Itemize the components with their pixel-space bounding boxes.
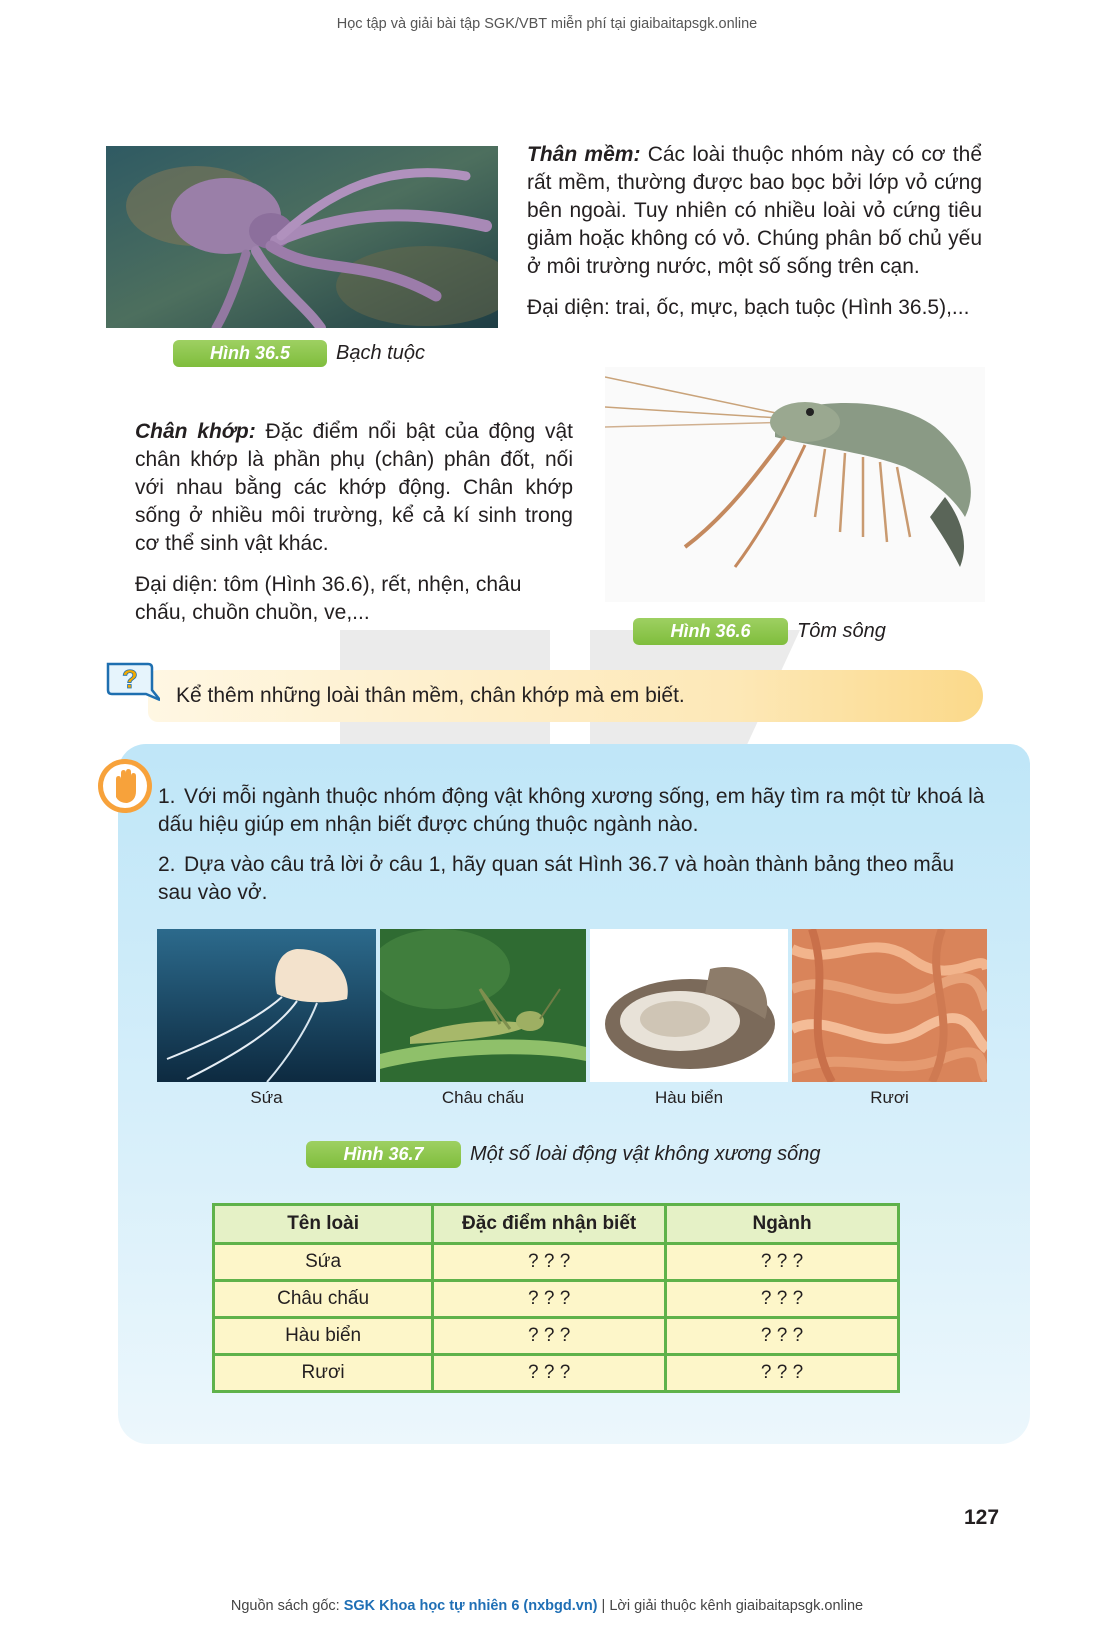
arthropod-paragraph [135,418,573,558]
question-bubble-icon [104,660,160,706]
table-cell: ? ? ? [666,1281,899,1318]
arthropod-text: Đặc điểm nổi bật của động vật chân khớp là phần phụ (chân) phân đốt, nối với nhau bằng các khớp động. Chân khớp sống ở nhiều môi trường, kể cả kí sinh trong cơ thể sinh vật khác. [135,420,573,555]
table-header-features: Đặc điểm nhận biết [433,1205,666,1244]
mollusc-paragraph [527,141,982,281]
oyster-photo [590,929,788,1082]
figure-36-5-caption: Bạch tuộc [336,342,425,364]
table-cell: Hàu biển [214,1318,433,1355]
table-row [214,1244,899,1281]
figure-36-5-badge: Hình 36.5 [173,340,327,367]
mollusc-lead: Thân mềm: [527,143,641,166]
task-1 [158,783,988,839]
table-cell: ? ? ? [433,1244,666,1281]
shrimp-photo [605,367,985,602]
task-1-text: Với mỗi ngành thuộc nhóm động vật không xương sống, em hãy tìm ra một từ khoá là dấu hiệu giúp em nhận biết được chúng thuộc ngành nào. [158,785,985,836]
page-header: Học tập và giải bài tập SGK/VBT miễn phí tại giaibaitapsgk.online [336,16,758,32]
table-header-species: Tên loài [214,1205,433,1244]
gallery-label-oyster: Hàu biển [654,1088,724,1107]
figure-36-6-badge: Hình 36.6 [633,618,788,645]
gallery-label-grasshopper: Châu chấu [441,1088,525,1107]
table-row [214,1281,899,1318]
task-2-number: 2. [158,853,176,876]
figure-36-7-caption: Một số loài động vật không xương sống [470,1143,821,1165]
question-text: Kể thêm những loài thân mềm, chân khớp mà em biết. [176,684,685,707]
mollusc-text: Các loài thuộc nhóm này có cơ thể rất mềm, thường được bao bọc bởi lớp vỏ cứng bên ngoài. Tuy nhiên có nhiều loài vỏ cứng tiêu giảm hoặc không có vỏ. Chúng phân bố chủ yếu ở môi trường nước, một số sống trên cạn. [527,143,982,278]
task-1-number: 1. [158,785,176,808]
table-cell: ? ? ? [433,1355,666,1392]
table-cell: ? ? ? [666,1355,899,1392]
table-header-row [214,1205,899,1244]
task-2 [158,851,988,907]
footer-prefix: Nguồn sách gốc: [230,1598,344,1614]
ragworm-photo [792,929,987,1082]
figure-36-7-badge: Hình 36.7 [306,1141,461,1168]
table-row [214,1318,899,1355]
classification-table [212,1203,900,1393]
task-2-text: Dựa vào câu trả lời ở câu 1, hãy quan sát Hình 36.7 và hoàn thành bảng theo mẫu sau vào vở. [158,853,955,904]
table-cell: ? ? ? [433,1281,666,1318]
table-cell: ? ? ? [666,1244,899,1281]
footer-suffix: | Lời giải thuộc kênh giaibaitapsgk.online [597,1598,864,1614]
page-footer [0,1598,1094,1614]
table-cell: Châu chấu [214,1281,433,1318]
page-number: 127 [964,1506,1000,1529]
jellyfish-photo [157,929,376,1082]
arthropod-examples: Đại diện: tôm (Hình 36.6), rết, nhện, châu chấu, chuồn chuồn, ve,... [135,573,522,624]
arthropod-lead: Chân khớp: [135,420,256,443]
mollusc-examples: Đại diện: trai, ốc, mực, bạch tuộc (Hình 36.5),... [527,296,970,319]
table-header-phylum: Ngành [666,1205,899,1244]
grasshopper-photo [380,929,586,1082]
octopus-photo [106,146,498,328]
footer-source-link[interactable]: SGK Khoa học tự nhiên 6 (nxbgd.vn) [343,1598,598,1614]
table-cell: ? ? ? [666,1318,899,1355]
table-row [214,1355,899,1392]
raised-hand-icon [96,757,154,815]
table-cell: Rươi [214,1355,433,1392]
question-mark: ? [122,664,138,694]
gallery-label-jellyfish: Sứa [250,1088,283,1107]
figure-36-6-caption: Tôm sông [797,620,886,642]
gallery-label-ragworm: Rươi [870,1088,909,1107]
table-cell: ? ? ? [433,1318,666,1355]
table-cell: Sứa [214,1244,433,1281]
